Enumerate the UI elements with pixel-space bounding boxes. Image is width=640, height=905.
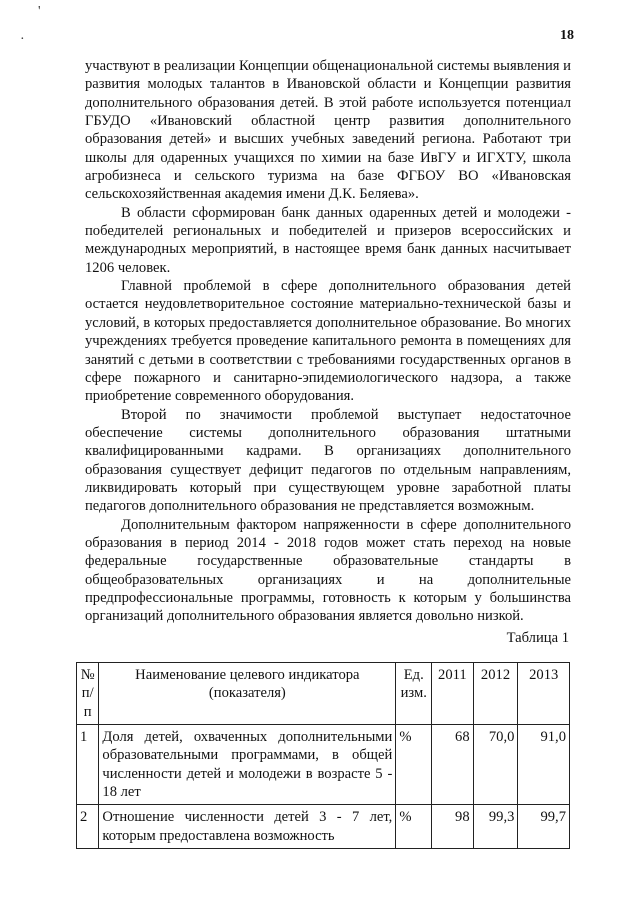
header-2013: 2013 xyxy=(518,663,570,725)
paragraph: В области сформирован банк данных одаренных детей и молодежи - победителей региональных и победителей и призеров всероссийских и международных мероприятий, в настоящее время банк данных насчитывает 1206 человек. xyxy=(85,204,571,276)
header-2011: 2011 xyxy=(432,663,473,725)
cell-name: Доля детей, охваченных дополнительными образовательными программами, в общей численности детей и молодежи в возрасте 5 - 18 лет xyxy=(99,725,396,805)
cell-2012: 70,0 xyxy=(473,725,518,805)
body-text xyxy=(85,57,571,626)
page-number: 18 xyxy=(560,28,574,43)
cell-2011: 68 xyxy=(432,725,473,805)
cell-num: 1 xyxy=(77,725,99,805)
header-num: № п/п xyxy=(77,663,99,725)
cell-2013: 99,7 xyxy=(518,805,570,849)
header-name: Наименование целевого индикатора (показателя) xyxy=(99,663,396,725)
paragraph: участвуют в реализации Концепции общенациональной системы выявления и развития молодых талантов в Ивановской области и Концепции развития дополнительного образования детей. В этой работе используется потенциал ГБУДО «Ивановский областной центр развития дополнительного образования детей» и высших учебных заведений региона. Работают три школы для одаренных учащихся по химии на базе ИвГУ и ИГХТУ, школа агробизнеса и сельского туризма на базе ФГБОУ ВО «Ивановская сельскохозяйственная академия имени Д.К. Беляева». xyxy=(85,58,571,203)
cell-num: 2 xyxy=(77,805,99,849)
cell-2013: 91,0 xyxy=(518,725,570,805)
table-caption: Таблица 1 xyxy=(506,630,569,646)
table-header-row xyxy=(77,663,570,725)
cell-2011: 98 xyxy=(432,805,473,849)
cell-unit: % xyxy=(396,725,432,805)
cell-2012: 99,3 xyxy=(473,805,518,849)
cell-unit: % xyxy=(396,805,432,849)
margin-mark: · xyxy=(20,32,25,47)
header-2012: 2012 xyxy=(473,663,518,725)
paragraph: Дополнительным фактором напряженности в сфере дополнительного образования в период 2014 - 2018 годов может стать переход на новые федеральные государственные образовательные стандарты в общеобразовательных организациях и на дополнительные предпрофессиональные программы, готовность к которым у большинства организаций дополнительного образования является довольно низкой. xyxy=(85,516,571,625)
margin-mark: ' xyxy=(38,4,41,19)
table-row xyxy=(77,725,570,805)
paragraph: Второй по значимости проблемой выступает недостаточное обеспечение системы дополнительного образования штатными квалифицированными кадрами. В организациях дополнительного образования существует дефицит педагогов по отдельным направлениям, ликвидировать который при существующем уровне заработной платы педагогов дополнительного образования не представляется возможным. xyxy=(85,406,571,515)
indicators-table xyxy=(76,662,570,849)
header-unit: Ед. изм. xyxy=(396,663,432,725)
table-row xyxy=(77,805,570,849)
paragraph: Главной проблемой в сфере дополнительного образования детей остается неудовлетворительное состояние материально-технической базы и условий, в которых предоставляется дополнительное образование. Во многих учреждениях требуется проведение капитального ремонта в помещениях для занятий с детьми в соответствии с требованиями государственных органов в сфере пожарного и санитарно-эпидемиологического надзора, а также приобретение современного оборудования. xyxy=(85,278,571,405)
cell-name: Отношение численности детей 3 - 7 лет, которым предоставлена возможность xyxy=(99,805,396,849)
